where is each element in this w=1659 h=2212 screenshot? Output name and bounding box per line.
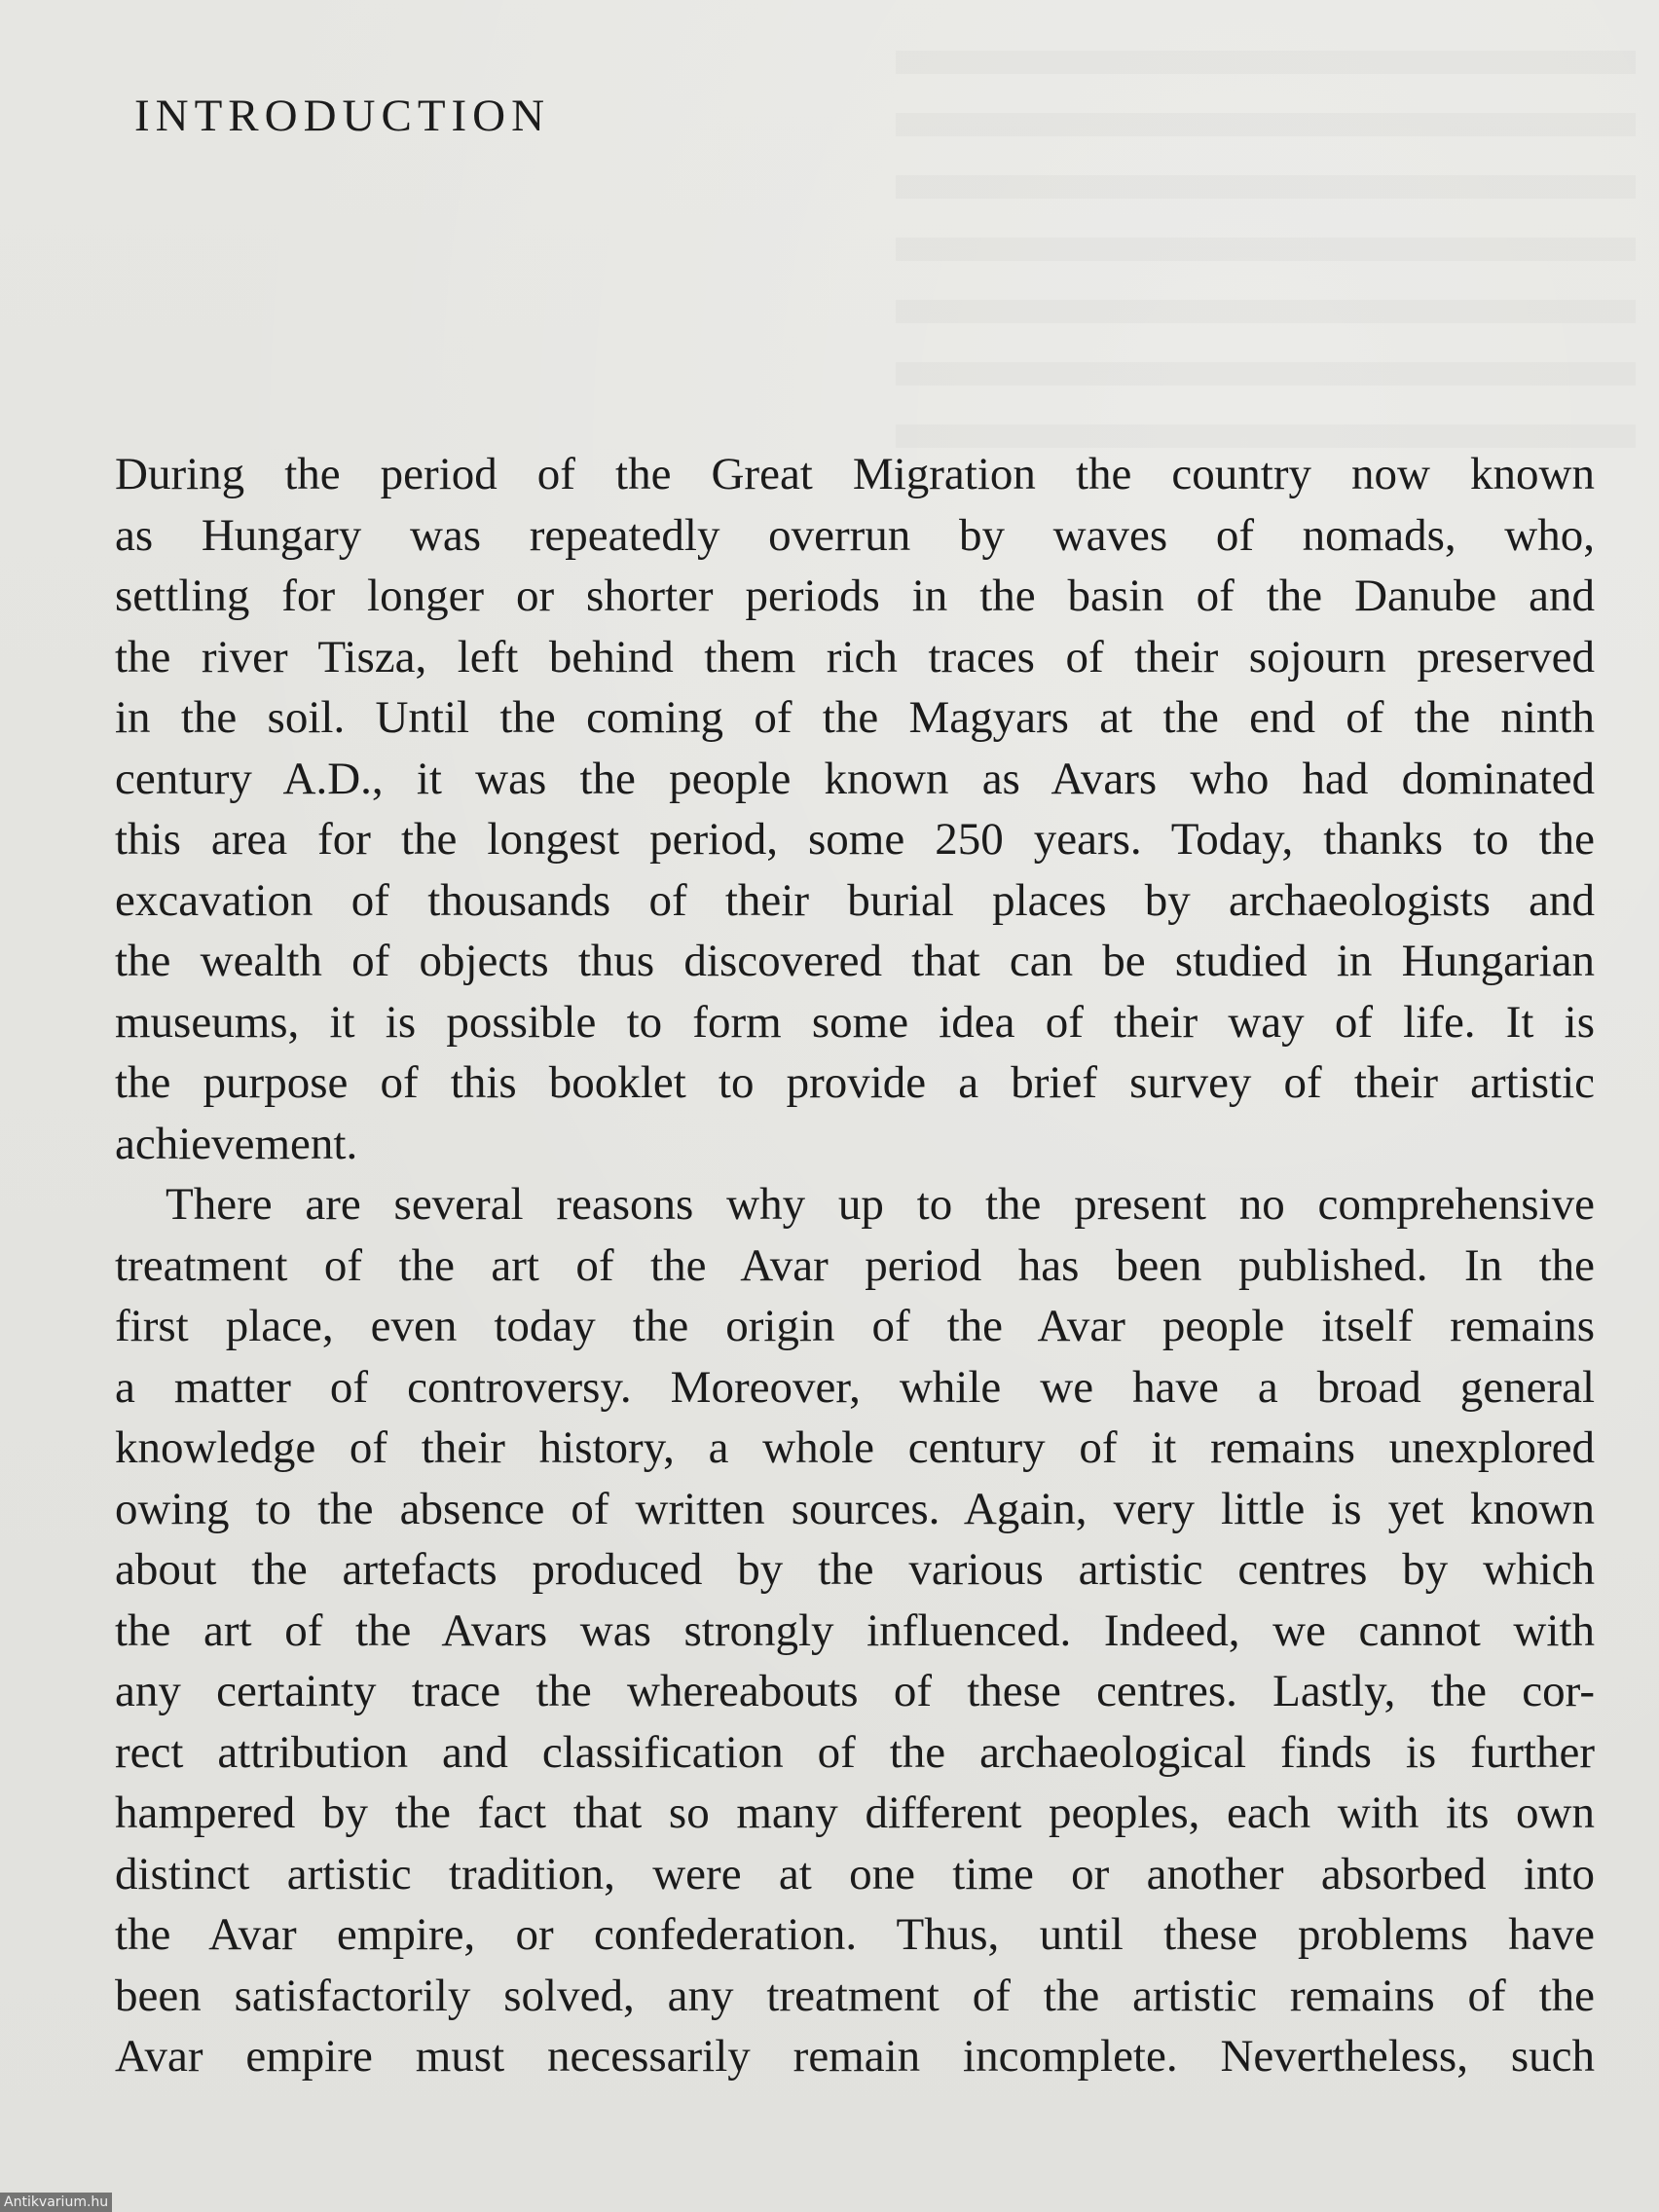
text-line: achievement. bbox=[115, 1118, 358, 1169]
paragraph-1 bbox=[115, 444, 1595, 1174]
text-line: owing to the absence of written sources. Again, very little is yet known bbox=[115, 1483, 1595, 1534]
text-line: hampered by the fact that so many different peoples, each with its own bbox=[115, 1788, 1595, 1838]
text-line: the river Tisza, left behind them rich traces of their sojourn preserved bbox=[115, 631, 1595, 682]
text-line: rect attribution and classification of the archaeological finds is further bbox=[115, 1726, 1595, 1778]
text-line: distinct artistic tradition, were at one time or another absorbed into bbox=[115, 1848, 1595, 1899]
site-watermark: Antikvarium.hu bbox=[0, 2193, 112, 2212]
text-line: treatment of the art of the Avar period has been published. In the bbox=[115, 1239, 1595, 1291]
text-line: this area for the longest period, some 250 years. Today, thanks to the bbox=[115, 814, 1595, 865]
text-line: There are several reasons why up to the present no comprehensive bbox=[166, 1179, 1595, 1230]
text-line: the Avar empire, or confederation. Thus, until these problems have bbox=[115, 1909, 1595, 1960]
text-line: about the artefacts produced by the various artistic centres by which bbox=[115, 1544, 1595, 1595]
paragraph-2 bbox=[115, 1174, 1595, 2087]
text-line: first place, even today the origin of the Avar people itself remains bbox=[115, 1301, 1595, 1351]
text-line: a matter of controversy. Moreover, while we have a broad general bbox=[115, 1361, 1595, 1413]
text-line: any certainty trace the whereabouts of these centres. Lastly, the cor- bbox=[115, 1666, 1595, 1716]
text-line: During the period of the Great Migration the country now known bbox=[115, 449, 1595, 499]
text-line: excavation of thousands of their burial places by archaeologists and bbox=[115, 874, 1595, 926]
text-line: century A.D., it was the people known as Avars who had dominated bbox=[115, 753, 1595, 804]
chapter-heading: INTRODUCTION bbox=[134, 91, 551, 141]
text-line: the purpose of this booklet to provide a brief survey of their artistic bbox=[115, 1057, 1595, 1108]
text-line: the art of the Avars was strongly influenced. Indeed, we cannot with bbox=[115, 1604, 1595, 1656]
reverse-page-show-through bbox=[896, 19, 1636, 448]
text-line: as Hungary was repeatedly overrun by waves of nomads, who, bbox=[115, 509, 1595, 561]
text-line: settling for longer or shorter periods in the basin of the Danube and bbox=[115, 571, 1595, 621]
text-line: the wealth of objects thus discovered that can be studied in Hungarian bbox=[115, 936, 1595, 986]
text-line: been satisfactorily solved, any treatment of the artistic remains of the bbox=[115, 1970, 1595, 2021]
text-line: knowledge of their history, a whole century of it remains unexplored bbox=[115, 1422, 1595, 1473]
text-line: Avar empire must necessarily remain incomplete. Nevertheless, such bbox=[115, 2031, 1595, 2082]
body-text bbox=[115, 444, 1595, 2087]
text-line: in the soil. Until the coming of the Magyars at the end of the ninth bbox=[115, 692, 1595, 743]
text-line: museums, it is possible to form some idea of their way of life. It is bbox=[115, 996, 1595, 1048]
